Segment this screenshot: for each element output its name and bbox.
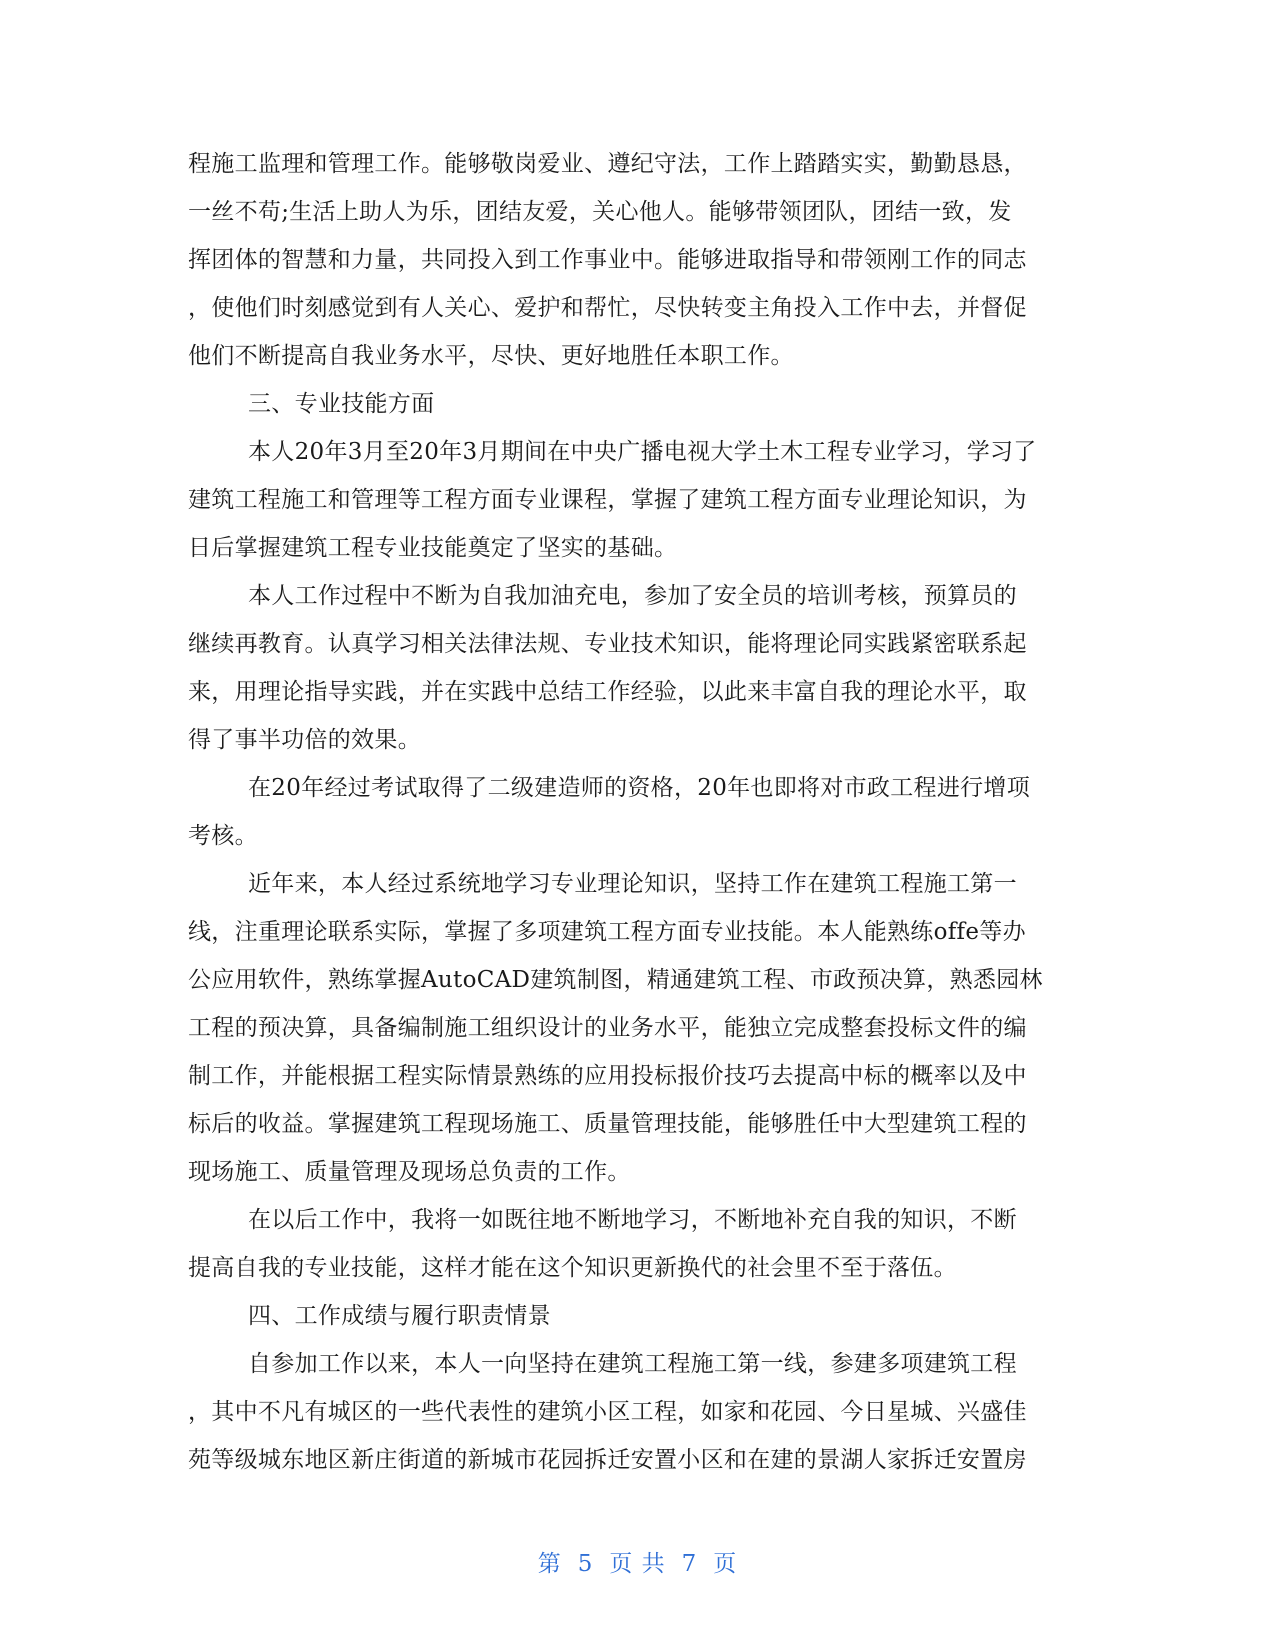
text-line: 制工作，并能根据工程实际情景熟练的应用投标报价技巧去提高中标的概率以及中 [188,1063,1027,1089]
section-heading: 三、专业技能方面 [248,391,435,417]
text-line: 得了事半功倍的效果。 [188,727,421,753]
text-line: 近年来，本人经过系统地学习专业理论知识，坚持工作在建筑工程施工第一 [248,871,1017,897]
text-line: 公应用软件，熟练掌握AutoCAD建筑制图，精通建筑工程、市政预决算，熟悉园林 [188,967,1043,993]
text-line: 标后的收益。掌握建筑工程现场施工、质量管理技能，能够胜任中大型建筑工程的 [188,1111,1027,1137]
text-line: 挥团体的智慧和力量，共同投入到工作事业中。能够进取指导和带领刚工作的同志 [188,247,1027,273]
text-line: 提高自我的专业技能，这样才能在这个知识更新换代的社会里不至于落伍。 [188,1255,957,1281]
text-line: 建筑工程施工和管理等工程方面专业课程，掌握了建筑工程方面专业理论知识，为 [188,487,1027,513]
text-line: 现场施工、质量管理及现场总负责的工作。 [188,1159,631,1185]
section-heading: 四、工作成绩与履行职责情景 [248,1303,551,1329]
text-line: 继续再教育。认真学习相关法律法规、专业技术知识，能将理论同实践紧密联系起 [188,631,1027,657]
text-line: 苑等级城东地区新庄街道的新城市花园拆迁安置小区和在建的景湖人家拆迁安置房 [188,1447,1027,1473]
text-line: 程施工监理和管理工作。能够敬岗爱业、遵纪守法，工作上踏踏实实，勤勤恳恳， [188,151,1027,177]
text-line: ，其中不凡有城区的一些代表性的建筑小区工程，如家和花园、今日星城、兴盛佳 [188,1399,1027,1425]
text-line: 工程的预决算，具备编制施工组织设计的业务水平，能独立完成整套投标文件的编 [188,1015,1027,1041]
text-line: 日后掌握建筑工程专业技能奠定了坚实的基础。 [188,535,678,561]
footer-suffix: 页 [713,1551,738,1577]
footer-middle: 页 共 [609,1551,666,1577]
footer-prefix: 第 [537,1551,562,1577]
text-line: 在20年经过考试取得了二级建造师的资格，20年也即将对市政工程进行增项 [248,775,1031,801]
text-line: 线，注重理论联系实际，掌握了多项建筑工程方面专业技能。本人能熟练offe等办 [188,919,1026,945]
text-line: 来，用理论指导实践，并在实践中总结工作经验，以此来丰富自我的理论水平，取 [188,679,1027,705]
text-line: 本人工作过程中不断为自我加油充电，参加了安全员的培训考核，预算员的 [248,583,1017,609]
text-line: ，使他们时刻感觉到有人关心、爱护和帮忙，尽快转变主角投入工作中去，并督促 [188,295,1027,321]
text-line: 他们不断提高自我业务水平，尽快、更好地胜任本职工作。 [188,343,794,369]
text-line: 在以后工作中，我将一如既往地不断地学习，不断地补充自我的知识，不断 [248,1207,1017,1233]
text-line: 本人20年3月至20年3月期间在中央广播电视大学土木工程专业学习，学习了 [248,439,1037,465]
page-footer [0,1545,1275,1578]
text-line: 自参加工作以来，本人一向坚持在建筑工程施工第一线，参建多项建筑工程 [248,1351,1017,1377]
footer-total-pages: 7 [681,1551,698,1577]
text-line: 一丝不苟;生活上助人为乐，团结友爱，关心他人。能够带领团队，团结一致，发 [188,199,1012,225]
footer-page-number: 5 [577,1551,594,1577]
text-line: 考核。 [188,823,258,849]
document-body [188,140,1091,1484]
